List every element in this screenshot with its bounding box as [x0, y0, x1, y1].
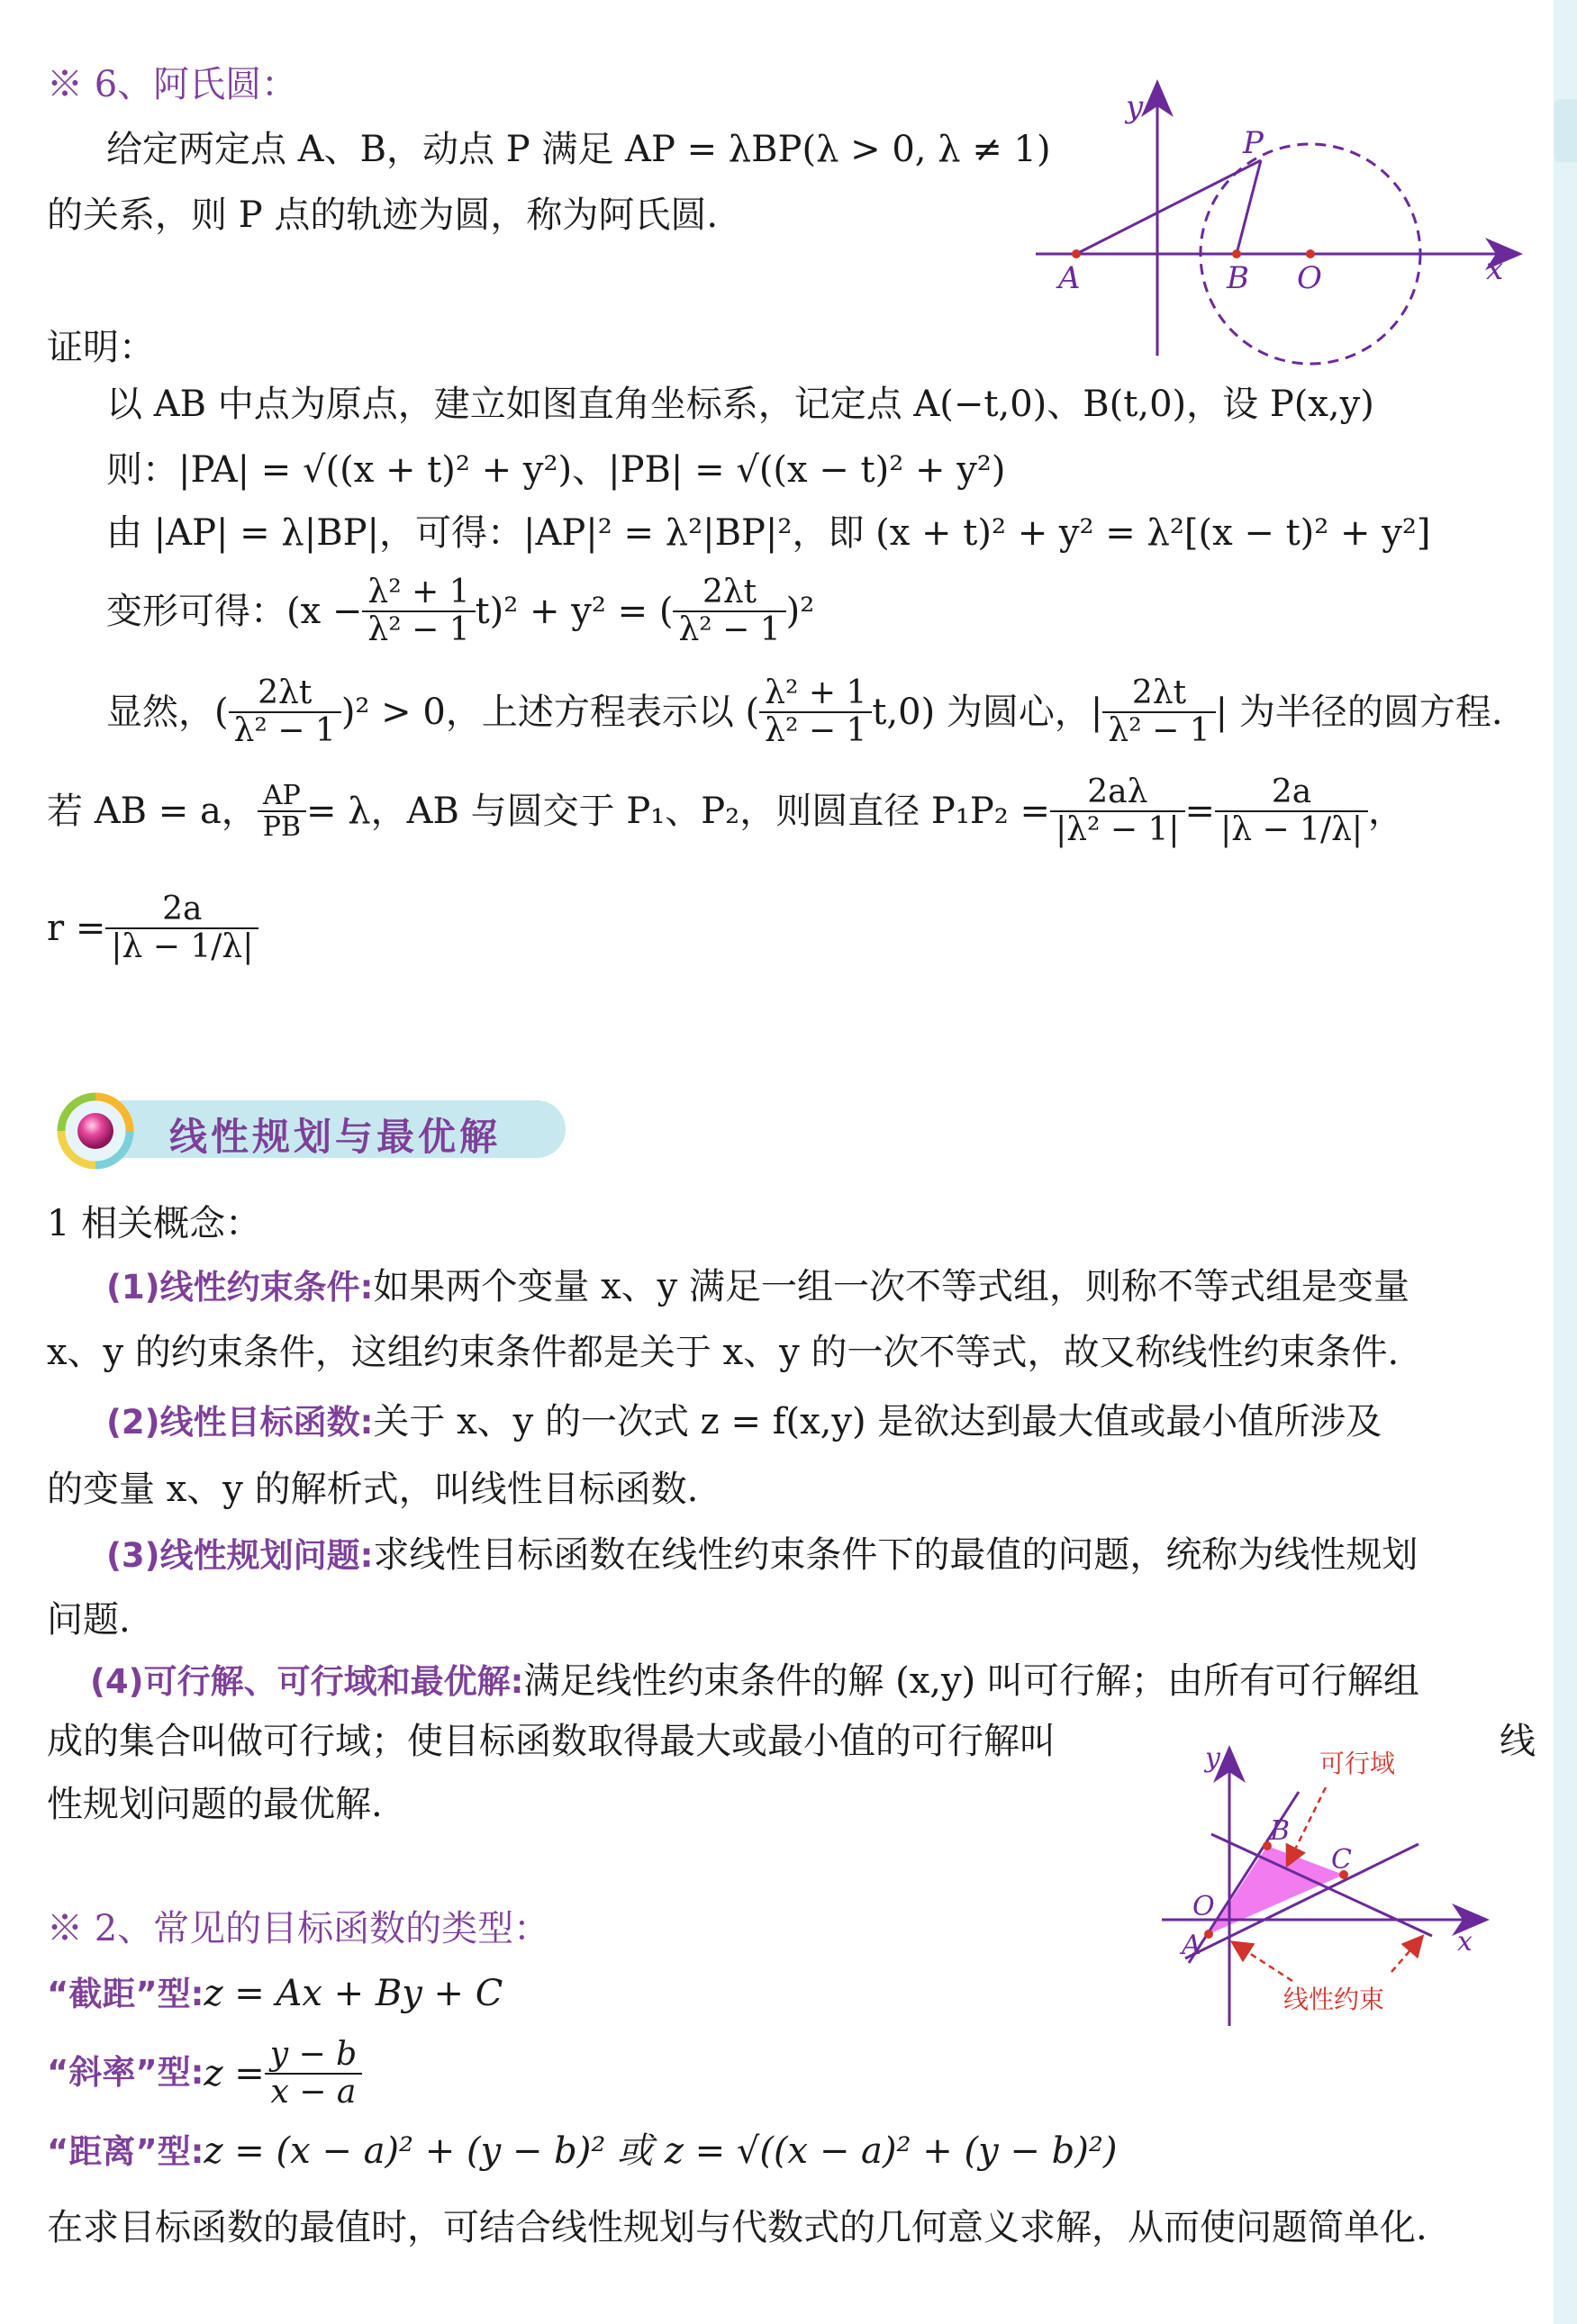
type-intercept: [47, 1972, 503, 2015]
fig1-label-p: P: [1243, 125, 1264, 161]
conclusion: 在求目标函数的最值时，可结合线性规划与代数式的几何意义求解，从而使问题简单化.: [47, 2207, 1427, 2248]
l5-den2: λ² − 1: [765, 711, 867, 749]
l4-mid: t)² + y² = (: [475, 590, 674, 632]
l4-fraction-1: [362, 574, 475, 647]
type-intercept-label: “截距”型:: [47, 1975, 204, 2013]
l6-fnum: AP: [258, 781, 306, 812]
l6-fraction-1: [258, 781, 306, 842]
concept-3-line-1: [106, 1533, 1418, 1577]
l7-pre: r =: [47, 907, 106, 949]
concept-4-line-2: 成的集合叫做可行域；使目标函数取得最大或最小值的可行解叫: [47, 1721, 1056, 1762]
segment-bp: [1237, 160, 1261, 254]
l5-pre: 显然，(: [106, 691, 229, 733]
concept-2-line-2: 的变量 x、y 的解析式，叫线性目标函数.: [47, 1469, 699, 1510]
type-slope-label: “斜率”型:: [47, 2053, 204, 2093]
fig1-label-a: A: [1058, 260, 1081, 296]
concept-3-text: 求线性目标函数在线性约束条件下的最值的问题，统称为线性规划: [373, 1534, 1418, 1576]
apollonius-figure: [1027, 72, 1531, 369]
l5-fraction-1: [229, 675, 341, 748]
l6-post: ，: [1368, 790, 1405, 832]
concept-3-label: (3)线性规划问题:: [106, 1536, 374, 1575]
fig2-label-o: O: [1192, 1891, 1215, 1922]
type-distance-label: “距离”型:: [47, 2132, 204, 2171]
l5-num2: λ² + 1: [759, 675, 872, 713]
section-6-heading-text: ※ 6、阿氏圆：: [47, 64, 298, 105]
l7-den: |λ − 1/λ|: [111, 927, 254, 965]
proof-line-3: 由 |AP| = λ|BP|，可得：|AP|² = λ²|BP|²，即 (x + t)² + y² = λ²[(x − t)² + y²]: [106, 512, 1431, 554]
type-distance: [47, 2130, 1117, 2173]
concept-1-line-1: [106, 1265, 1409, 1308]
point-b: [1232, 249, 1241, 258]
l5-mid2: t,0) 为圆心，|: [872, 691, 1103, 733]
concept-3-line-2: 问题.: [47, 1599, 131, 1641]
fig1-y-label: y: [1126, 89, 1144, 125]
fig2-label-b: B: [1270, 1815, 1291, 1847]
concept-4-text: 满足线性约束条件的解 (x,y) 叫可行解；由所有可行解组: [523, 1660, 1419, 1702]
l6-fraction-2: [1050, 774, 1184, 847]
l6-den3: |λ − 1/λ|: [1220, 810, 1364, 848]
concept-4-label: (4)可行解、可行域和最优解:: [90, 1662, 524, 1701]
l4-den2: λ² − 1: [678, 610, 781, 648]
l4-pre: 变形可得：(x −: [106, 590, 363, 632]
l6-fden: PB: [262, 810, 302, 843]
l6-eq: =: [1184, 790, 1216, 832]
concept-2-label: (2)线性目标函数:: [106, 1403, 374, 1442]
concept-4-line-1: [90, 1659, 1419, 1703]
section-6-heading: [47, 63, 297, 106]
definition-line-1: 给定两定点 A、B，动点 P 满足 AP = λBP(λ > 0, λ ≠ 1): [106, 129, 1051, 170]
type-slope-num: y − b: [265, 2037, 362, 2075]
l5-den: λ² − 1: [233, 711, 336, 749]
feasible-region-label: 可行域: [1319, 1749, 1396, 1778]
l5-fraction-3: [1102, 675, 1215, 748]
fig2-x-label: x: [1457, 1926, 1473, 1958]
concepts-heading: 1 相关概念：: [47, 1203, 262, 1244]
page-edge-tab: [1554, 99, 1577, 162]
constraint-pointer-left: [1234, 1943, 1292, 1981]
point-a: [1072, 249, 1081, 258]
type-slope-den: x − a: [270, 2073, 357, 2111]
constraint-label: 线性约束: [1283, 1985, 1385, 2014]
concept-1-line-2: x、y 的约束条件，这组约束条件都是关于 x、y 的一次不等式，故又称线性约束条件.: [47, 1332, 1400, 1373]
fig2-label-a: A: [1182, 1930, 1201, 1961]
section-2-heading: [47, 1907, 549, 1950]
proof-line-4: [106, 574, 814, 647]
l7-num: 2a: [105, 891, 258, 929]
section-title: 线性规划与最优解: [169, 1115, 502, 1159]
l6-den2: |λ² − 1|: [1056, 810, 1180, 848]
l5-mid: )² > 0，上述方程表示以 (: [340, 691, 760, 733]
proof-label: 证明：: [47, 327, 155, 368]
type-distance-formula: z = (x − a)² + (y − b)² 或 z = √((x − a)² + (y − b)²): [204, 2130, 1118, 2172]
feasible-region-figure: [1153, 1738, 1495, 2035]
fig2-point-a: [1204, 1930, 1213, 1939]
fig1-label-b: B: [1227, 260, 1249, 296]
l6-pre: 若 AB = a，: [47, 790, 258, 832]
concept-2-line-1: [106, 1400, 1382, 1443]
proof-line-6: [47, 774, 1404, 847]
segment-ap: [1076, 160, 1261, 254]
fig1-label-o: O: [1297, 260, 1322, 296]
proof-line-5: [106, 675, 1503, 748]
concept-1-label: (1)线性约束条件:: [106, 1268, 374, 1307]
l6-fraction-3: [1215, 774, 1368, 847]
fig2-y-label: y: [1205, 1742, 1220, 1774]
type-slope: [47, 2037, 362, 2110]
l5-num3: 2λt: [1102, 675, 1215, 713]
l4-fraction-2: [673, 574, 785, 647]
fig1-x-label: x: [1486, 251, 1504, 287]
concept-1-text: 如果两个变量 x、y 满足一组一次不等式组，则称不等式组是变量: [373, 1266, 1409, 1307]
proof-line-7: [47, 891, 258, 964]
l5-fraction-2: [759, 675, 872, 748]
l6-num3: 2a: [1215, 774, 1368, 812]
proof-line-1: 以 AB 中点为原点，建立如图直角坐标系，记定点 A(−t,0)、B(t,0)，设 P(x,y): [106, 384, 1374, 425]
l5-post: | 为半径的圆方程.: [1215, 691, 1503, 733]
concept-4-line-3: 性规划问题的最优解.: [47, 1784, 383, 1825]
concept-2-text: 关于 x、y 的一次式 z = f(x,y) 是欲达到最大值或最小值所涉及: [373, 1401, 1382, 1442]
l7-fraction: [105, 891, 258, 964]
definition-line-2: 的关系，则 P 点的轨迹为圆，称为阿氏圆.: [47, 194, 719, 236]
l5-num: 2λt: [229, 675, 341, 713]
type-slope-fraction: [265, 2037, 362, 2110]
constraint-pointer-right: [1391, 1938, 1421, 1972]
l5-den3: λ² − 1: [1108, 711, 1210, 749]
l4-num: λ² + 1: [362, 574, 475, 612]
fig2-label-c: C: [1331, 1844, 1352, 1876]
type-intercept-formula: z = Ax + By + C: [204, 1973, 503, 2014]
l6-num2: 2aλ: [1050, 774, 1184, 812]
section-heading: [54, 1090, 567, 1171]
section-2-heading-text: ※ 2、常见的目标函数的类型：: [47, 1908, 550, 1949]
type-slope-pre: z =: [204, 2052, 265, 2094]
l4-den: λ² − 1: [367, 610, 470, 648]
proof-line-2: 则：|PA| = √((x + t)² + y²)、|PB| = √((x − t)² + y²): [106, 449, 1006, 491]
l4-post: )²: [785, 590, 815, 632]
point-o: [1306, 249, 1315, 258]
section-bullet-icon: [54, 1090, 144, 1171]
page-edge-strip: [1554, 0, 1577, 2324]
concept-4-line-2-end: 线: [1500, 1721, 1536, 1762]
l6-mid: = λ，AB 与圆交于 P₁、P₂，则圆直径 P₁P₂ =: [306, 790, 1051, 832]
l4-num2: 2λt: [673, 574, 785, 612]
